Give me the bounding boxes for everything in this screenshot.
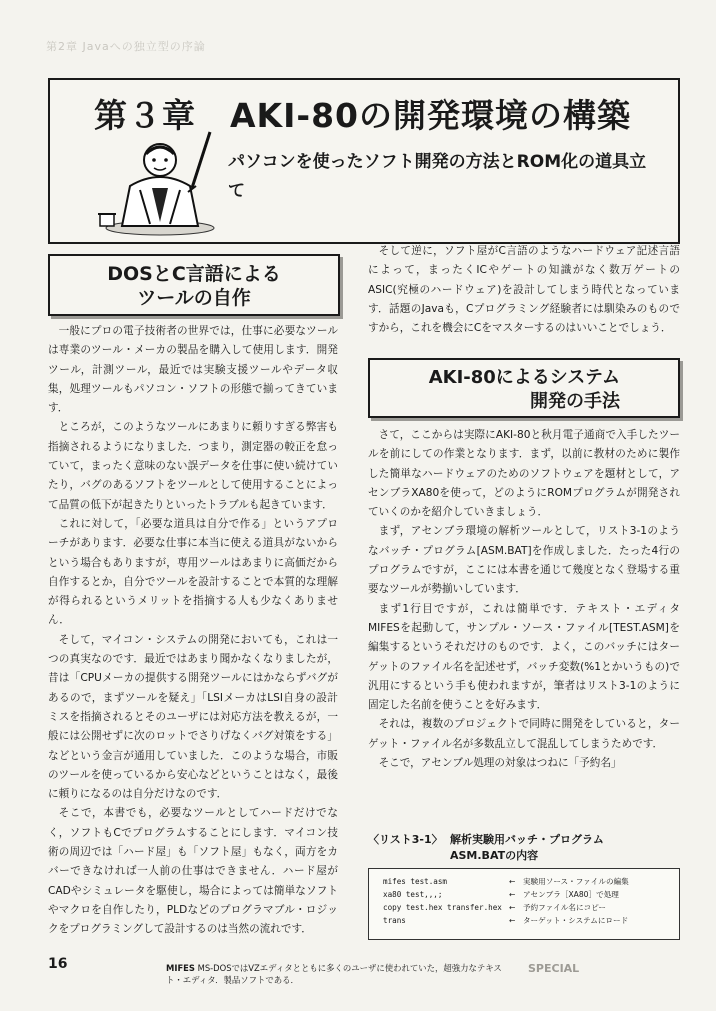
code-comment: ← 予約ファイル名にコピー bbox=[509, 903, 607, 912]
listing-caption bbox=[368, 832, 680, 862]
paragraph: そして逆に，ソフト屋がC言語のようなハードウェア記述言語によって，まったくICやゲートの知識がなく数万ゲートのASIC(究極のハードウェア)を設計してしまう時代となっています．話題のJavaも，Cプログラミング経験者には馴染みのものですから，これを機会にCをマスターするのはいいことでしょう． bbox=[368, 245, 680, 335]
paragraph: 一般にプロの電子技術者の世界では，仕事に必要なツールは専業のツール・メーカの製品を購入して使用します．開発ツール，計測ツール，最近では実験支援ツールやデータ収集，処理ツールもパソコン・ソフトの形態で揃ってきています． bbox=[48, 325, 338, 415]
code-listing bbox=[368, 868, 680, 940]
mascot-illustration bbox=[94, 128, 222, 236]
code-comment: ← ターゲット・システムにロード bbox=[509, 916, 629, 925]
code-comment: ← アセンブラ［XA80］で処理 bbox=[509, 890, 619, 899]
chapter-title-box bbox=[48, 78, 680, 244]
left-column-body bbox=[48, 322, 338, 940]
section-heading-tools bbox=[48, 254, 340, 316]
right-column-top bbox=[368, 242, 680, 338]
code-line: xa80 test,,,; bbox=[383, 890, 443, 899]
paragraph: まず，アセンブラ環境の解析ツールとして，リスト3-1のようなバッチ・プログラム[ASM.BAT]を作成しました．たった4行のプログラムですが，ここには本書を通じて幾度となく登場する重要なツールが勢揃いしています． bbox=[368, 525, 680, 596]
chapter-title: 第３章 AKI-80の開発環境の構築 bbox=[94, 96, 632, 135]
code-line: trans bbox=[383, 916, 406, 925]
paragraph: まず1行目ですが，これは簡単です．テキスト・エディタMIFESを起動して，サンプル・ソース・ファイル[TEST.ASM]を編集するというそれだけのものです．よく，このバッチにはターゲットのファイル名を記述せず，バッチ変数(%1とかいうもの)で汎用にするという手も使われますが，筆者はリスト3-1のように固定した名前を使うことを好みます． bbox=[368, 602, 680, 712]
code-comment: ← 実験用ソース・ファイルの編集 bbox=[509, 877, 629, 886]
section-heading-line: AKI-80によるシステム bbox=[428, 367, 620, 388]
footnote-term: MIFES bbox=[166, 963, 195, 973]
ghost-running-header: 第2章 Javaへの独立型の序論 bbox=[46, 40, 206, 53]
page-number: 16 bbox=[48, 956, 68, 972]
right-column-body bbox=[368, 426, 680, 773]
code-line: mifes test.asm bbox=[383, 877, 448, 886]
section-heading-line: ツールの自作 bbox=[137, 287, 251, 309]
listing-title: 解析実験用バッチ・プログラム bbox=[450, 833, 604, 846]
section-heading-line: 開発の手法 bbox=[530, 391, 620, 412]
footnote bbox=[166, 962, 506, 986]
paragraph: そして，マイコン・システムの開発においても，これは一つの真実なのです．最近ではあまり聞かなくなりましたが，昔は「CPUメーカの提供する開発ツールにはかならずバグがあるので，まずツールを疑え」「LSIメーカはLSI自身の設計ミスを指摘されるとそのユーザには対応方法を教えるが，一般には公開せずに次のロットでさりげなくバグ対策をする」などという金言が通用していました．このような場合，市販のツールを使っているから安心などということはなく，最後に頼りになるのは自分だけなのです． bbox=[48, 633, 338, 801]
paragraph: そこで，本書でも，必要なツールとしてハードだけでなく，ソフトもCでプログラムすることにします．マイコン技術の周辺では「ハード屋」も「ソフト屋」もなく，両方をカバーできなければ一人前の仕事はできません．ハード屋がCADやシミュレータを駆使し，場合によっては簡単なソフトやマクロを自作したり，PLDなどのプログラマブル・ロジックをプログラミングして設計するのは当然の流れです． bbox=[48, 807, 338, 936]
chapter-subtitle: パソコンを使ったソフト開発の方法とROM化の道具立て bbox=[228, 152, 647, 201]
section-heading-development bbox=[368, 358, 680, 418]
corner-mark: SPECIAL bbox=[528, 962, 580, 975]
paragraph: それは，複数のプロジェクトで同時に開発をしていると，ターゲット・ファイル名が多数乱立して混乱してしまうためです． bbox=[368, 718, 680, 750]
paragraph: さて，ここからは実際にAKI-80と秋月電子通商で入手したツールを前にしての作業となります．まず，以前に教材のために製作した簡単なハードウェアのためのソフトウェアを題材として，アセンブラXA80を使って，どのようにROMプログラムが開発されていくのかを紹介していきましょう． bbox=[368, 429, 680, 519]
paragraph: ところが，このようなツールにあまりに頼りすぎる弊害も指摘されるようになりました．つまり，測定器の較正を怠っていて，まったく意味のない誤データを仕事に使い続けていたり，バグのあるソフトをツールとして使用することによって品質の低下が起きたりといったトラブルも起きています． bbox=[48, 421, 338, 511]
listing-title-sub: ASM.BATの内容 bbox=[450, 849, 539, 862]
paragraph: そこで，アセンブル処理の対象はつねに「予約名」 bbox=[378, 757, 622, 770]
footnote-text: MS-DOSではVZエディタとともに多くのユーザに使われていた，超強力なテキスト・エディタ．製品ソフトである． bbox=[166, 963, 502, 985]
listing-label: 〈リスト3-1〉 bbox=[368, 833, 443, 846]
section-heading-line: DOSとC言語による bbox=[107, 263, 281, 285]
paragraph: これに対して，「必要な道具は自分で作る」というアプローチがあります．必要な仕事に本当に使える道具がないからという場合もありますが，専用ツールはあまりに高価だから自作するとか，自分でツールを設計することで本質的な理解が得られるというメリットを指摘する人も少なくありません． bbox=[48, 517, 338, 627]
code-line: copy test.hex transfer.hex bbox=[383, 903, 502, 912]
